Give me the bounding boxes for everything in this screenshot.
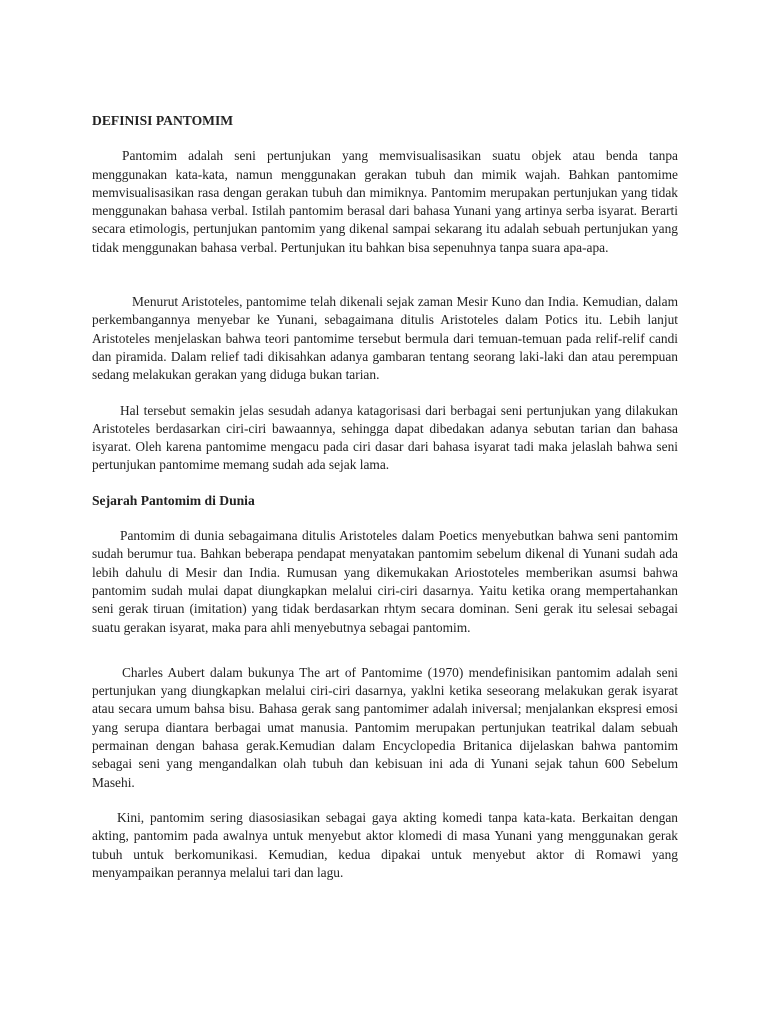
paragraph-3: Hal tersebut semakin jelas sesudah adanya katagorisasi dari berbagai seni pertunjukan yang dilakukan Aristoteles berdasarkan ciri-ciri bawaannya, sehingga dapat dibedakan adanya sebutan tarian dan bahasa isyarat. Oleh karena pantomime mengacu pada ciri dasar dari bahasa isyarat tadi maka jelaslah bahwa seni pertunjukan pantomime memang sudah ada sejak lama. [92, 402, 678, 473]
paragraph-2: Menurut Aristoteles, pantomime telah dikenali sejak zaman Mesir Kuno dan India. Kemudian, dalam perkembangannya menyebar ke Yunani, sebagaimana ditulis Aristoteles dalam Potics itu. Lebih lanjut Aristoteles menjelaskan bahwa teori pantomime tersebut bermula dari temuan-temuan pada relif-relif candi dan piramida. Dalam relief tadi dikisahkan adanya gambaran tentang seorang laki-laki dan atau perempuan sedang melakukan gerakan yang diduga bukan tarian. [92, 294, 678, 383]
paragraph-5: Charles Aubert dalam bukunya The art of Pantomime (1970) mendefinisikan pantomim adalah seni pertunjukan yang diungkapkan melalui ciri-ciri dasarnya, yaklni ketika seseorang melakukan gerak isyarat atau secara umum bahsa bisu. Bahasa gerak sang pantomimer adalah iniversal; menjalankan ekspresi emosi yang serupa diantara berbagai umat manusia. Pantomim merupakan pertunjukan teatrikal dalam sebuah permainan dengan bahasa gerak.Kemudian dalam Encyclopedia Britanica dijelaskan bahwa pantomim sebagai seni yang mengandalkan olah tubuh dan kebisuan ini ada di Yunani sejak tahun 600 Sebelum Masehi. [92, 664, 678, 790]
paragraph-4: Pantomim di dunia sebagaimana ditulis Aristoteles dalam Poetics menyebutkan bahwa seni pantomim sudah berumur tua. Bahkan beberapa pendapat menyatakan pantomim sebelum dikenal di Yunani sudah ada lebih dahulu di Mesir dan India. Rumusan yang dikemukakan Ariostoteles memberikan asumsi bahwa pantomim sudah mulai dapat diungkapkan melalui ciri-ciri dasarnya. Yaitu ketika orang mempertahankan seni gerak tiruan (imitation) yang tidak berdasarkan rhtym secara dominan. Seni gerak itu selesai sebagai suatu gerakan isyarat, maka para ahli menyebutnya sebagai pantomim. [92, 528, 678, 635]
heading-definisi-pantomim: DEFINISI PANTOMIM [92, 113, 234, 128]
document-page [92, 112, 678, 882]
heading-sejarah-pantomim: Sejarah Pantomim di Dunia [92, 492, 255, 508]
paragraph-6: Kini, pantomim sering diasosiasikan sebagai gaya akting komedi tanpa kata-kata. Berkaitan dengan akting, pantomim pada awalnya untuk menyebut aktor klomedi di masa Yunani yang menggunakan gerak tubuh untuk berkomunikasi. Kemudian, kedua dipakai untuk menyebut aktor di Romawi yang menyampaikan perannya melalui tari dan lagu. [92, 809, 678, 880]
paragraph-1: Pantomim adalah seni pertunjukan yang memvisualisasikan suatu objek atau benda tanpa menggunakan kata-kata, namun menggunakan gerakan tubuh dan mimik wajah. Bahkan pantomime memvisualisasikan rasa dengan gerakan tubuh dan mimiknya. Pantomim merupakan pertunjukan yang tidak menggunakan bahasa verbal. Istilah pantomim berasal dari bahasa Yunani yang artinya serba isyarat. Berarti secara etimologis, pertunjukan pantomim yang dikenal sampai sekarang itu adalah sebuah pertunjukan yang tidak menggunakan bahasa verbal. Pertunjukan itu bahkan bisa sepenuhnya tanpa suara apa-apa. [92, 148, 678, 255]
